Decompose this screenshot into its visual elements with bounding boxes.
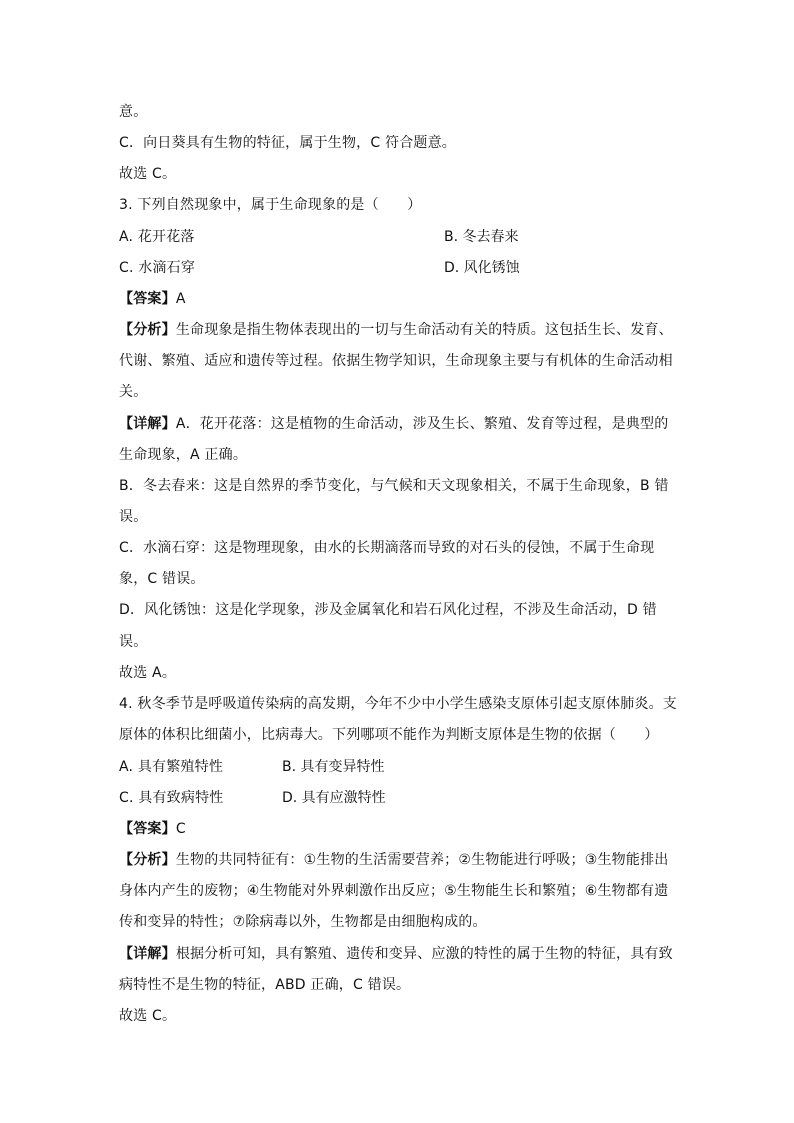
question-4-option-d: D. 具有应激特性 (282, 790, 386, 806)
text-line: C．向日葵具有生物的特征，属于生物，C 符合题意。 (119, 135, 456, 151)
detail-tag: 【详解】 (119, 946, 176, 962)
detail-text: 根据分析可知，具有繁殖、遗传和变异、应激的特性的属于生物的特征，具有致 (175, 946, 673, 962)
question-3-detail (119, 414, 668, 434)
detail-text: A．花开花落：这是植物的生命活动，涉及生长、繁殖、发育等过程，是典型的 (175, 416, 669, 432)
text-line: D．风化锈蚀：这是化学现象，涉及金属氧化和岩石风化过程，不涉及生命活动，D 错 (119, 602, 657, 618)
text-line: B．冬去春来：这是自然界的季节变化，与气候和天文现象相关，不属于生命现象，B 错 (119, 478, 669, 494)
text-line: 误。 (119, 509, 148, 525)
question-4-option-b: B. 具有变异特性 (282, 759, 385, 775)
text-line: 关。 (119, 384, 148, 400)
analysis-tag: 【分析】 (119, 322, 176, 338)
question-4-option-c: C. 具有致病特性 (119, 790, 224, 806)
text-line: 代谢、繁殖、适应和遗传等过程。依据生物学知识，生命现象主要与有机体的生命活动相 (119, 353, 673, 369)
answer-tag: 【答案】 (119, 291, 176, 307)
question-3-option-c: C. 水滴石穿 (119, 260, 196, 276)
text-line: C．水滴石穿：这是物理现象，由水的长期滴落而导致的对石头的侵蚀，不属于生命现 (119, 540, 655, 556)
text-line: 身体内产生的废物；④生物能对外界刺激作出反应；⑤生物能生长和繁殖；⑥生物都有遗 (119, 883, 669, 899)
answer-tag: 【答案】 (119, 821, 176, 837)
answer-value: A (175, 291, 186, 307)
analysis-tag: 【分析】 (119, 852, 176, 868)
question-4-answer (119, 819, 186, 839)
text-line: 误。 (119, 634, 148, 650)
detail-tag: 【详解】 (119, 416, 176, 432)
question-3-stem: 3. 下列自然现象中，属于生命现象的是（ ） (119, 197, 422, 213)
question-3-answer (119, 289, 186, 309)
question-3-option-a: A. 花开花落 (119, 229, 195, 245)
question-4-analysis (119, 850, 668, 870)
question-4-detail (119, 944, 673, 964)
text-line: 故选 C。 (119, 166, 177, 182)
text-line: 故选 A。 (119, 665, 177, 681)
answer-value: C (175, 821, 186, 837)
question-3-analysis (119, 320, 673, 340)
question-4-stem: 4. 秋冬季节是呼吸道传染病的高发期，今年不少中小学生感染支原体引起支原体肺炎。支 (119, 696, 678, 712)
text-line: 传和变异的特性；⑦除病毒以外，生物都是由细胞构成的。 (119, 914, 487, 930)
text-line: 象，C 错误。 (119, 571, 205, 587)
text-line: 生命现象，A 正确。 (119, 447, 248, 463)
text-line: 故选 C。 (119, 1008, 177, 1024)
analysis-text: 生物的共同特征有：①生物的生活需要营养；②生物能进行呼吸；③生物能排出 (175, 852, 669, 868)
text-line: 原体的体积比细菌小，比病毒大。下列哪项不能作为判断支原体是生物的依据（ ） (119, 727, 659, 743)
analysis-text: 生命现象是指生物体表现出的一切与生命活动有关的特质。这包括生长、发育、 (175, 322, 673, 338)
text-line: 意。 (119, 104, 148, 120)
question-4-option-a: A. 具有繁殖特性 (119, 759, 224, 775)
text-line: 病特性不是生物的特征，ABD 正确，C 错误。 (119, 977, 411, 993)
question-3-option-d: D. 风化锈蚀 (444, 260, 520, 276)
question-3-option-b: B. 冬去春来 (444, 229, 519, 245)
